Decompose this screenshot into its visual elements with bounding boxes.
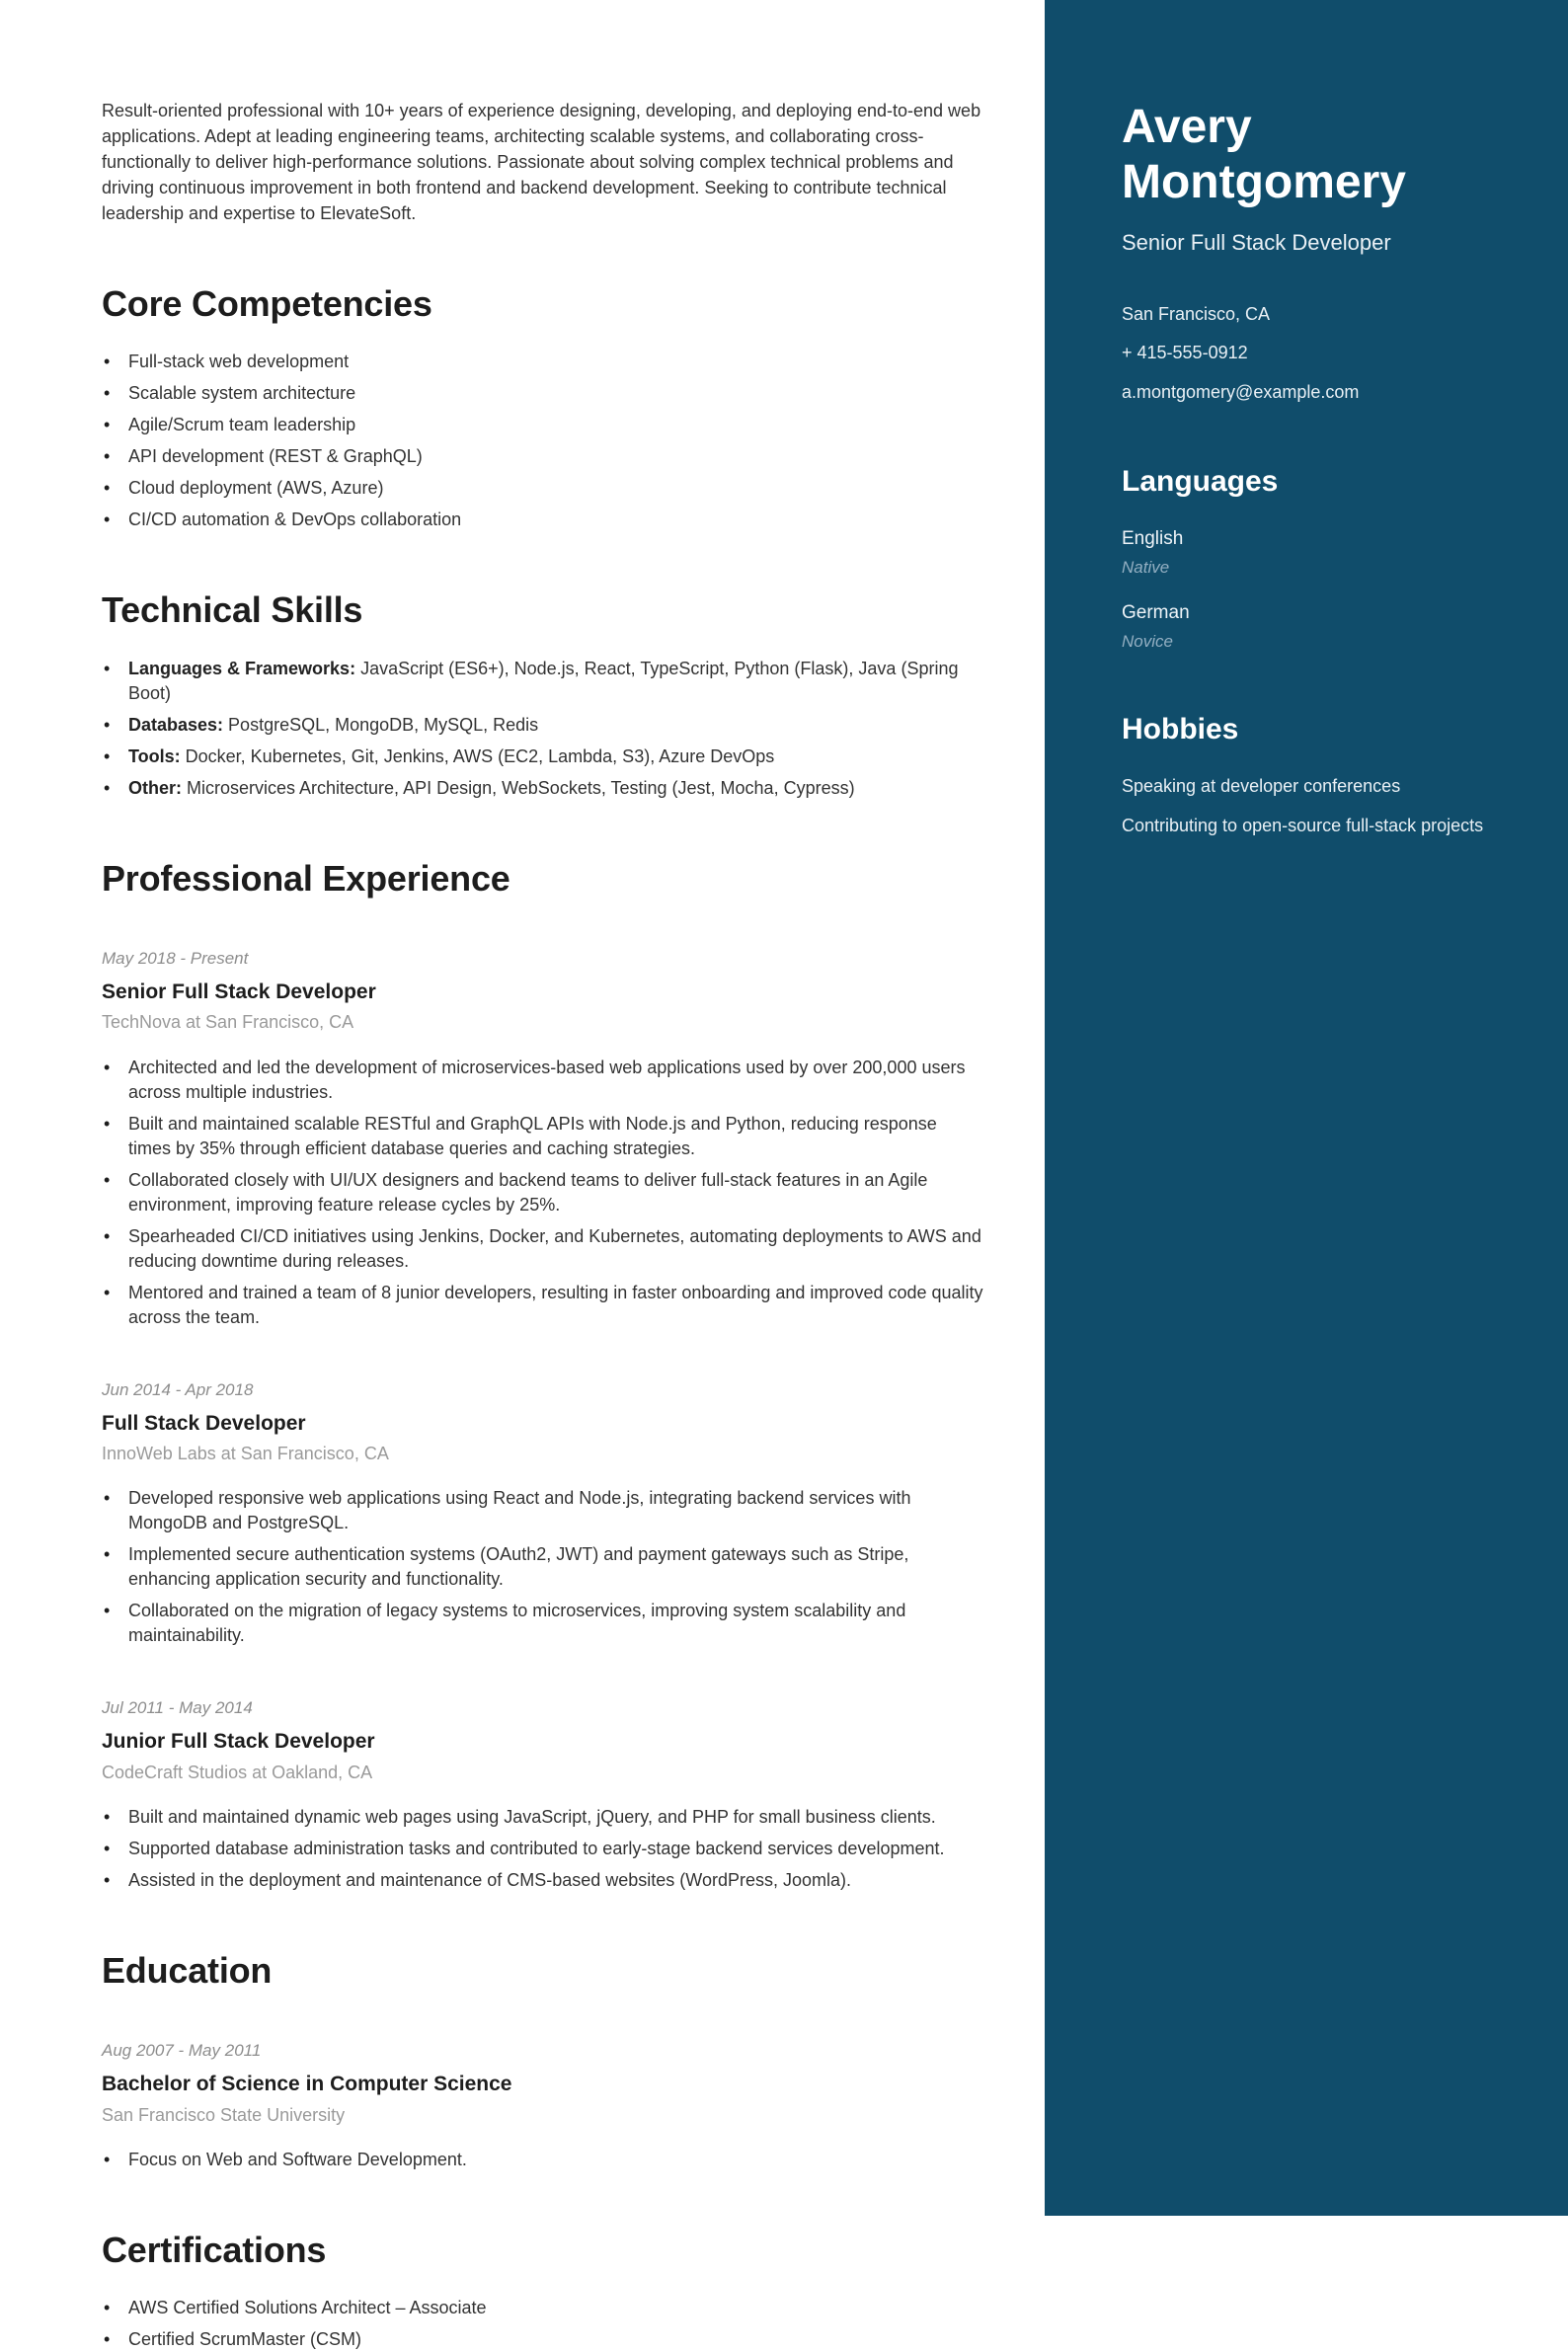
technical-skill-item: [102, 657, 983, 706]
job-bullet-list: [102, 1056, 983, 1330]
languages-title: Languages: [1122, 464, 1279, 498]
language-name: German: [1122, 601, 1190, 623]
contact-location: San Francisco, CA: [1122, 304, 1271, 324]
certification-item: • AWS Certified Solutions Architect – Associate: [102, 2296, 983, 2320]
skill-category-text: JavaScript (ES6+), Node.js, React, TypeScript, Python (Flask), Java (Spring Boot): [128, 658, 959, 703]
section-certifications: [102, 2230, 983, 2352]
education-bullet: • Focus on Web and Software Development.: [102, 2148, 983, 2172]
contact-block: [1122, 302, 1527, 404]
skill-category-text: PostgreSQL, MongoDB, MySQL, Redis: [223, 714, 539, 735]
language-entry: [1122, 602, 1527, 652]
education-entry: [102, 2040, 983, 2172]
job-dates: May 2018 - Present: [102, 949, 249, 969]
technical-skill-item: [102, 745, 983, 769]
core-competency-item: • Agile/Scrum team leadership: [102, 413, 983, 437]
job-dates: Jul 2011 - May 2014: [102, 1698, 253, 1718]
certifications-list: [102, 2296, 983, 2352]
certification-item: • Certified ScrumMaster (CSM): [102, 2327, 983, 2352]
section-education: [102, 1950, 983, 2172]
person-name: Avery Montgomery: [1122, 101, 1406, 208]
job-dates: Jun 2014 - Apr 2018: [102, 1379, 254, 1399]
job-bullet: • Built and maintained dynamic web pages using JavaScript, jQuery, and PHP for small business clients.: [102, 1805, 983, 1830]
language-name: English: [1122, 527, 1184, 549]
language-level: Native: [1122, 557, 1170, 577]
section-core-competencies: [102, 283, 983, 532]
hobbies-title: Hobbies: [1122, 712, 1239, 745]
job-company: InnoWeb Labs at San Francisco, CA: [102, 1444, 389, 1464]
experience-title: Professional Experience: [102, 857, 510, 899]
section-technical-skills: [102, 589, 983, 800]
sidebar: [1045, 0, 1568, 2216]
job-bullet-list: [102, 1805, 983, 1893]
job-bullet: • Collaborated closely with UI/UX designers and backend teams to deliver full-stack features in an Agile environment, improving feature release cycles by 25%.: [102, 1168, 983, 1217]
core-competencies-list: [102, 350, 983, 532]
contact-email: a.montgomery@example.com: [1122, 381, 1360, 402]
job-bullet: • Developed responsive web applications using React and Node.js, integrating backend services with MongoDB and PostgreSQL.: [102, 1486, 983, 1535]
job-bullet: • Mentored and trained a team of 8 junior developers, resulting in faster onboarding and improved code quality across the team.: [102, 1281, 983, 1330]
contact-phone: + 415-555-0912: [1122, 343, 1248, 363]
job-bullet: • Collaborated on the migration of legacy systems to microservices, improving system scalability and maintainability.: [102, 1599, 983, 1648]
job-bullet: • Spearheaded CI/CD initiatives using Jenkins, Docker, and Kubernetes, automating deployments to AWS and reducing downtime during releases.: [102, 1224, 983, 1274]
core-competency-item: • API development (REST & GraphQL): [102, 444, 983, 469]
language-level: Novice: [1122, 631, 1173, 651]
summary-paragraph: Result-oriented professional with 10+ years of experience designing, developing, and deploying end-to-end web applications. Adept at leading engineering teams, architecting scalable systems, and collaborating cross-functionally to deliver high-performance solutions. Passionate about solving complex technical problems and driving continuous improvement in both frontend and backend development. Seeking to contribute technical leadership and expertise to ElevateSoft.: [102, 101, 981, 223]
skill-category-label: Databases:: [128, 714, 224, 735]
core-competency-item: • Cloud deployment (AWS, Azure): [102, 476, 983, 501]
technical-skill-item: [102, 776, 983, 801]
core-competencies-title: Core Competencies: [102, 283, 432, 324]
job-title: Senior Full Stack Developer: [102, 980, 376, 1004]
skill-category-label: Languages & Frameworks:: [128, 658, 356, 678]
core-competency-item: • CI/CD automation & DevOps collaboration: [102, 508, 983, 532]
languages-list: [1122, 528, 1527, 652]
section-experience: [102, 858, 983, 1893]
core-competency-item: • Full-stack web development: [102, 350, 983, 374]
education-bullet-list: [102, 2148, 983, 2172]
technical-skill-item: [102, 713, 983, 738]
education-school: San Francisco State University: [102, 2104, 346, 2125]
job-bullet: • Implemented secure authentication systems (OAuth2, JWT) and payment gateways such as Stripe, enhancing application security and functionality.: [102, 1542, 983, 1592]
skill-category-text: Docker, Kubernetes, Git, Jenkins, AWS (EC2, Lambda, S3), Azure DevOps: [180, 745, 775, 766]
person-job-title: Senior Full Stack Developer: [1122, 230, 1391, 255]
job-bullet: • Architected and led the development of microservices-based web applications used by over 200,000 users across multiple industries.: [102, 1056, 983, 1105]
technical-skills-list: [102, 657, 983, 801]
hobbies-list: [1122, 776, 1527, 836]
skill-category-label: Tools:: [128, 745, 181, 766]
language-entry: [1122, 528, 1527, 578]
job-bullet: • Supported database administration tasks and contributed to early-stage backend services development.: [102, 1837, 983, 1861]
job-company: CodeCraft Studios at Oakland, CA: [102, 1762, 373, 1782]
job-company: TechNova at San Francisco, CA: [102, 1012, 354, 1033]
job-title: Junior Full Stack Developer: [102, 1730, 375, 1754]
education-degree: Bachelor of Science in Computer Science: [102, 2073, 512, 2096]
technical-skills-title: Technical Skills: [102, 589, 363, 631]
skill-category-text: Microservices Architecture, API Design, WebSockets, Testing (Jest, Mocha, Cypress): [182, 777, 855, 798]
hobby-item: Speaking at developer conferences: [1122, 775, 1401, 796]
job-entry: [102, 1379, 983, 1649]
job-title: Full Stack Developer: [102, 1411, 306, 1435]
job-bullet-list: [102, 1486, 983, 1648]
job-entry: [102, 1697, 983, 1893]
hobby-item: Contributing to open-source full-stack projects: [1122, 815, 1484, 835]
education-title: Education: [102, 1950, 273, 1992]
skill-category-label: Other:: [128, 777, 182, 798]
job-entry: [102, 948, 983, 1330]
core-competency-item: • Scalable system architecture: [102, 381, 983, 406]
certifications-title: Certifications: [102, 2230, 327, 2271]
job-bullet: • Assisted in the deployment and maintenance of CMS-based websites (WordPress, Joomla).: [102, 1868, 983, 1893]
education-dates: Aug 2007 - May 2011: [102, 2041, 262, 2061]
job-bullet: • Built and maintained scalable RESTful and GraphQL APIs with Node.js and Python, reducing response times by 35% through efficient database queries and caching strategies.: [102, 1112, 983, 1161]
